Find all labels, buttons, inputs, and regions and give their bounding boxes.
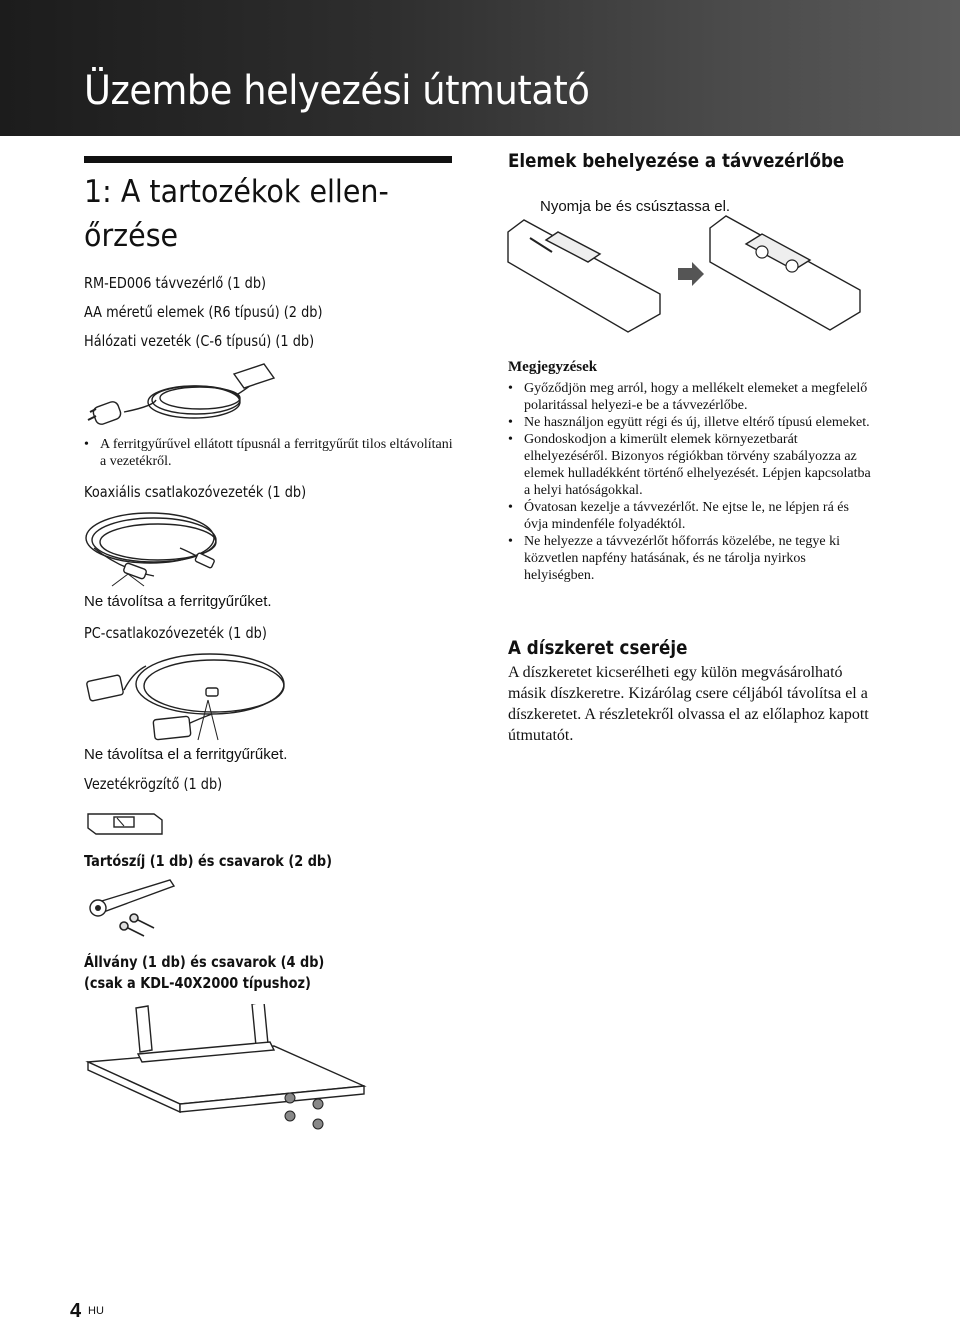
strap-label: Tartószíj (1 db) és csavarok (2 db) <box>84 852 333 870</box>
notes-heading: Megjegyzések <box>508 359 598 375</box>
section-rule <box>84 156 452 163</box>
coax-label: Koaxiális csatlakozóvezeték (1 db) <box>84 483 307 501</box>
title-banner <box>0 0 960 136</box>
section-title-line1: 1: A tartozékok ellen- <box>84 174 389 210</box>
coax-caption: Ne távolítsa a ferritgyűrűket. <box>84 593 272 610</box>
stand-label-line1: Állvány (1 db) és csavarok (4 db) <box>84 953 325 971</box>
list-item: • Gondoskodjon a kimerült elemek környezetbarát elhelyezéséről. Bizonyos régiókban törvény szabályozza az elemek hulladékként történő elhelyezését. Lépjen kapcsolatba a helyi hatóságokkal. <box>508 431 876 499</box>
power-cord-notes <box>84 436 454 470</box>
list-item: • A ferritgyűrűvel ellátott típusnál a ferritgyűrűt tilos eltávolítani a vezetékről. <box>84 436 454 470</box>
list-item: • Ne használjon együtt régi és új, illetve eltérő típusú elemeket. <box>508 414 876 431</box>
stand-illustration <box>84 1004 374 1144</box>
frame-heading: A díszkeret cseréje <box>508 637 688 659</box>
pc-cable-illustration <box>84 648 316 744</box>
stand-label-line2: (csak a KDL-40X2000 típushoz) <box>84 974 311 992</box>
batteries-instruction: Nyomja be és csúsztassa el. <box>540 198 731 215</box>
frame-text: A díszkeretet kicserélheti egy külön megvásárolható másik díszkeretre. Kizárólag csere céljából távolítsa el a díszkeretet. A részletekről olvassa el az előlaphoz kapott útmutatót. <box>508 664 869 744</box>
page-number: 4 <box>70 1300 82 1322</box>
notes-list <box>508 380 876 584</box>
cable-holder-illustration <box>84 808 166 838</box>
section-title <box>84 170 434 258</box>
list-item: • Ne helyezze a távvezérlőt hőforrás közelébe, ne tegye ki közvetlen napfény hatásának, és ne tárolja nyirkos helyiségben. <box>508 533 876 584</box>
strap-screws-illustration <box>84 876 188 942</box>
accessory-remote: RM-ED006 távvezérlő (1 db) <box>84 274 267 292</box>
pc-cable-label: PC-csatlakozóvezeték (1 db) <box>84 624 267 642</box>
page-title: Üzembe helyezési útmutató <box>84 68 590 114</box>
page-locale: HU <box>88 1305 104 1317</box>
battery-insert-illustration <box>500 214 864 344</box>
coax-cable-illustration <box>84 508 304 592</box>
accessory-power-cord: Hálózati vezeték (C-6 típusú) (1 db) <box>84 332 315 350</box>
section-title-line2: őrzése <box>84 218 179 254</box>
power-cord-illustration <box>84 360 284 432</box>
accessory-batteries: AA méretű elemek (R6 típusú) (2 db) <box>84 303 323 321</box>
list-item: • Óvatosan kezelje a távvezérlőt. Ne ejtse le, ne lépjen rá és óvja mindenféle folyadéktól. <box>508 499 876 533</box>
pc-cable-caption: Ne távolítsa el a ferritgyűrűket. <box>84 746 288 763</box>
batteries-heading: Elemek behelyezése a távvezérlőbe <box>508 150 845 172</box>
list-item: • Győződjön meg arról, hogy a mellékelt elemeket a megfelelő polaritással helyezi-e be a távvezérlőbe. <box>508 380 876 414</box>
cable-holder-label: Vezetékrögzítő (1 db) <box>84 775 223 793</box>
